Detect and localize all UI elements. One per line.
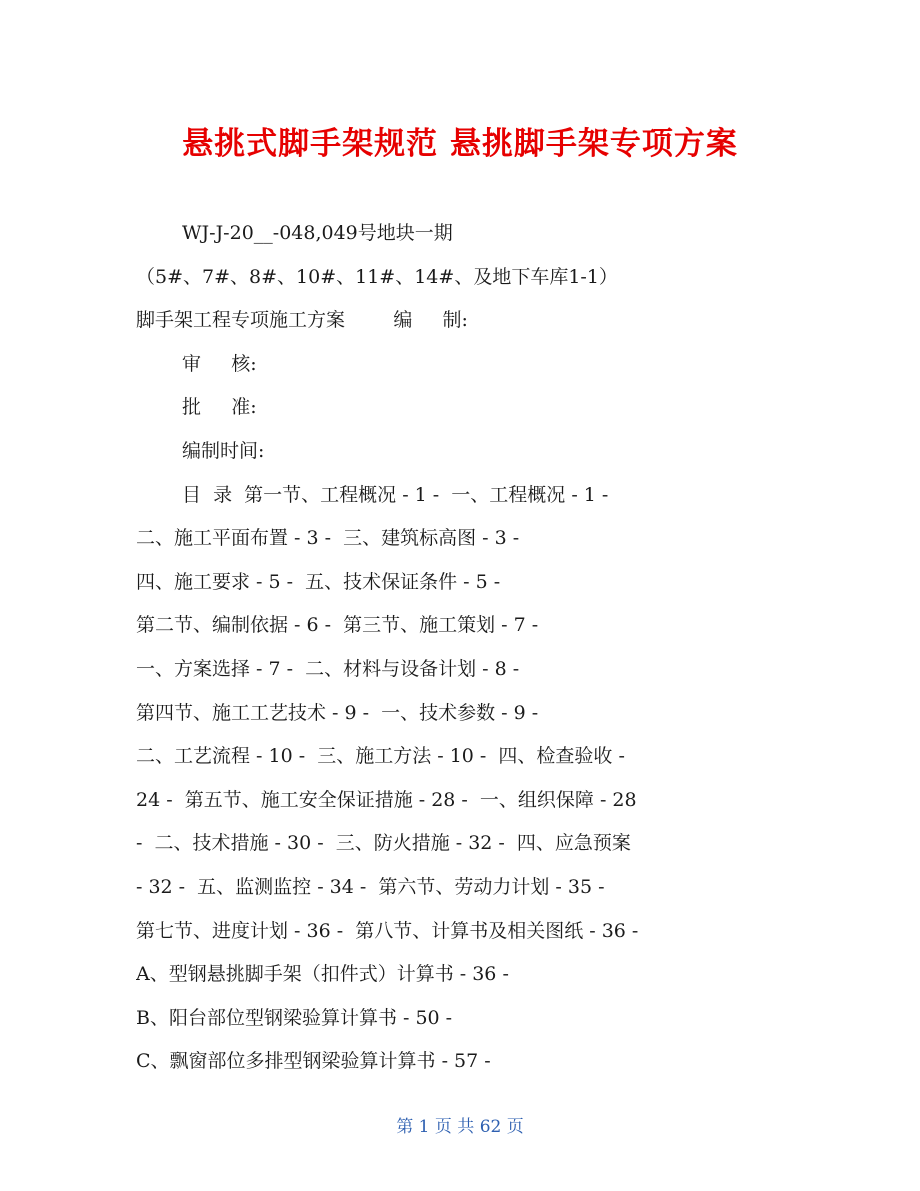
toc-line: - 二、技术措施 - 30 - 三、防火措施 - 32 - 四、应急预案 [136,832,631,855]
toc-line: 第四节、施工工艺技术 - 9 - 一、技术参数 - 9 - [136,701,539,724]
toc-line: 第七节、进度计划 - 36 - 第八节、计算书及相关图纸 - 36 - [136,919,639,942]
project-code-line: WJ-J-20__-048,049号地块一期 [182,222,453,244]
document-title: 悬挑式脚手架规范 悬挑脚手架专项方案 [182,126,738,162]
document-body [136,212,796,1084]
toc-line: 24 - 第五节、施工安全保证措施 - 28 - 一、组织保障 - 28 [136,788,637,811]
compile-time-line: 编制时间: [182,439,265,462]
toc-line: 一、方案选择 - 7 - 二、材料与设备计划 - 8 - [136,657,520,680]
reviewer-line: 审 核: [182,352,257,375]
building-scope-line: （5#、7#、8#、10#、11#、14#、及地下车库1-1） [136,265,618,288]
toc-line: - 32 - 五、监测监控 - 34 - 第六节、劳动力计划 - 35 - [136,875,605,898]
toc-line: C、飘窗部位多排型钢梁验算计算书 - 57 - [136,1050,491,1073]
toc-line: 二、施工平面布置 - 3 - 三、建筑标高图 - 3 - [136,527,520,550]
page-footer: 第 1 页 共 62 页 [396,1117,524,1137]
toc-line: 第二节、编制依据 - 6 - 第三节、施工策划 - 7 - [136,614,539,637]
plan-name-compiler-line: 脚手架工程专项施工方案 编 制: [136,309,468,332]
toc-line: 四、施工要求 - 5 - 五、技术保证条件 - 5 - [136,570,501,593]
toc-line: 二、工艺流程 - 10 - 三、施工方法 - 10 - 四、检查验收 - [136,745,625,768]
toc-line: A、型钢悬挑脚手架（扣件式）计算书 - 36 - [136,963,509,986]
toc-line: B、阳台部位型钢梁验算计算书 - 50 - [136,1006,453,1029]
toc-line: 目 录 第一节、工程概况 - 1 - 一、工程概况 - 1 - [182,483,609,506]
approver-line: 批 准: [182,396,257,419]
